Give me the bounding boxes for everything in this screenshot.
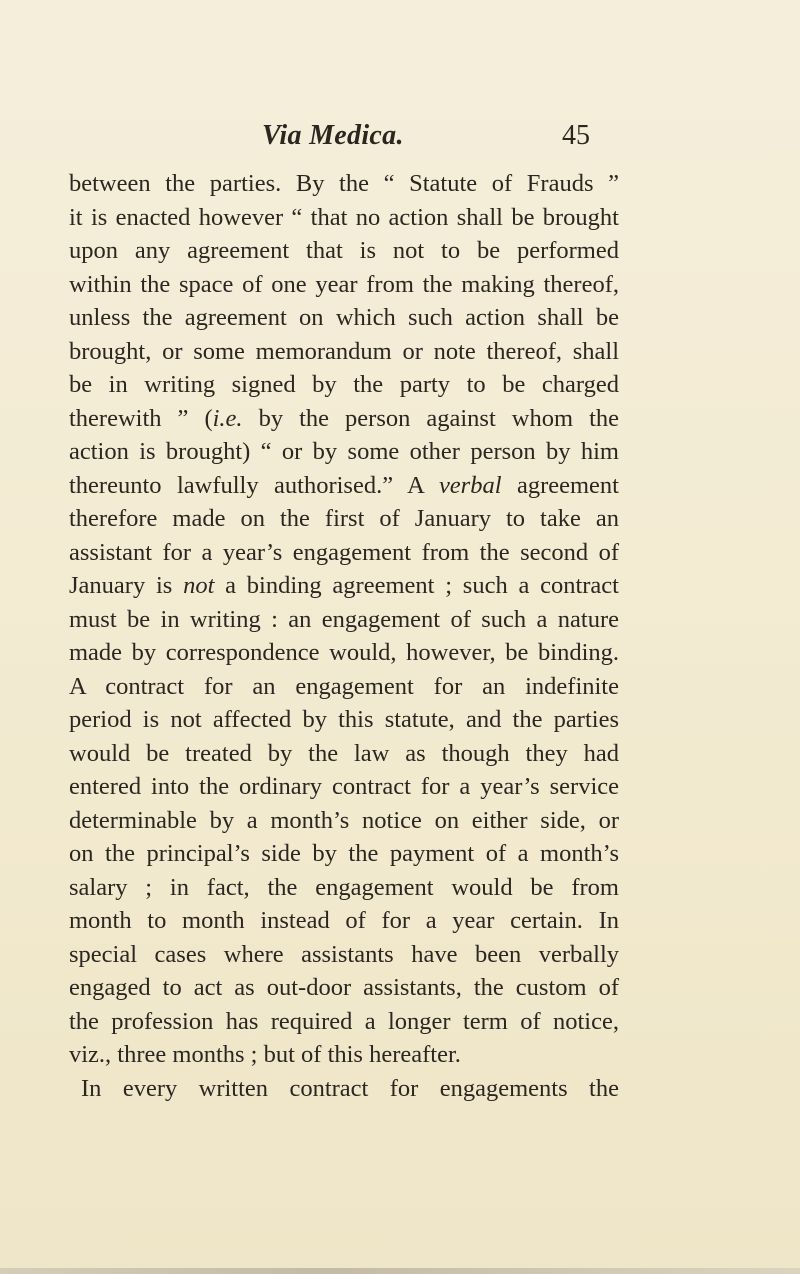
text-line: upon any agreement that is not to be performed xyxy=(69,237,619,264)
text-line: assistant for a year’s engagement from the second of xyxy=(69,538,619,566)
text-line: thereunto lawfully authorised.” A verbal agreement xyxy=(69,471,619,499)
text-line: on the principal’s side by the payment of a month’s xyxy=(69,840,619,867)
text-line: made by correspondence would, however, be binding. xyxy=(69,639,619,666)
text-line: therewith ” (i.e. by the person against whom the xyxy=(69,404,620,432)
text-line: viz., three months ; but of this hereafter. xyxy=(69,1041,461,1068)
text-line: must be in writing : an engagement of such a nature xyxy=(69,605,619,633)
body-text xyxy=(69,167,619,1105)
running-title: Via Medica. xyxy=(262,120,404,151)
text-line: action is brought) “ or by some other person by him xyxy=(69,438,619,465)
italic-ie: i.e. xyxy=(212,404,243,432)
page-number: 45 xyxy=(562,120,590,151)
text-line: the profession has required a longer term of notice, xyxy=(69,1007,619,1035)
text-line: within the space of one year from the making thereof, xyxy=(69,270,619,298)
text-line: engaged to act as out-door assistants, the custom of xyxy=(69,974,619,1001)
italic-verbal: verbal xyxy=(438,471,502,499)
text-line: would be treated by the law as though they had xyxy=(69,739,619,767)
page-bottom-edge xyxy=(0,1268,800,1274)
text-line: salary ; in fact, the engagement would be from xyxy=(69,873,619,901)
text-line: brought, or some memorandum or note thereof, shall xyxy=(69,337,619,365)
text-line: A contract for an engagement for an indefinite xyxy=(69,672,619,700)
text-line: between the parties. By the “ Statute of Frauds ” xyxy=(69,170,619,197)
text-line: special cases where assistants have been verbally xyxy=(69,940,619,968)
italic-not: not xyxy=(183,572,215,599)
text-line: determinable by a month’s notice on either side, or xyxy=(69,806,619,834)
text-line-new-paragraph: In every written contract for engagements the xyxy=(81,1074,619,1102)
text-line: therefore made on the first of January to take an xyxy=(69,505,619,532)
text-line: January is not a binding agreement ; such a contract xyxy=(69,572,619,599)
running-head xyxy=(0,120,800,160)
text-line: month to month instead of for a year certain. In xyxy=(69,907,619,934)
text-line: entered into the ordinary contract for a year’s service xyxy=(69,773,619,800)
text-line: it is enacted however “ that no action shall be brought xyxy=(69,203,619,231)
text-line: unless the agreement on which such action shall be xyxy=(69,304,619,331)
text-line: be in writing signed by the party to be charged xyxy=(69,371,619,398)
text-line: period is not affected by this statute, and the parties xyxy=(69,706,619,733)
